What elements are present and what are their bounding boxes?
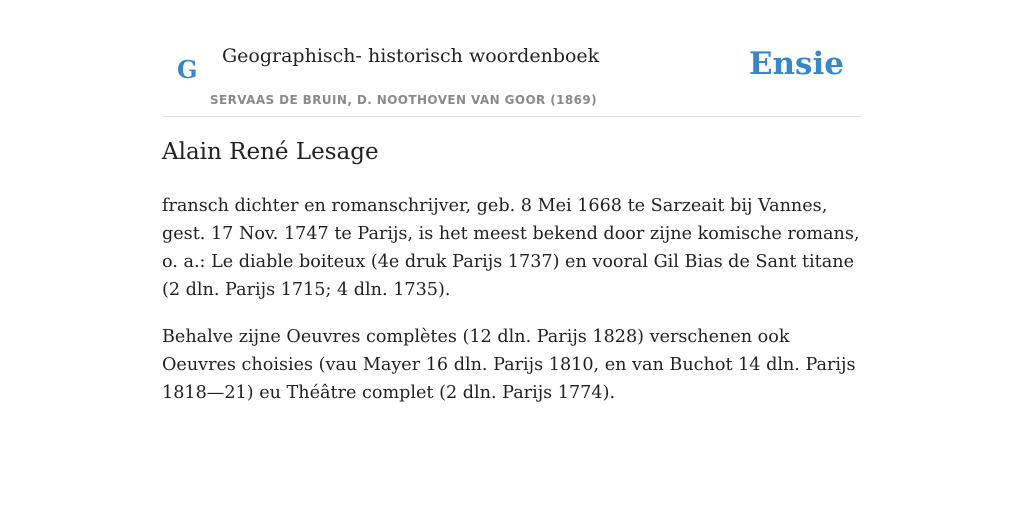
book-header bbox=[162, 0, 862, 117]
entry-body bbox=[162, 192, 862, 426]
book-letter-link[interactable]: G bbox=[177, 55, 198, 84]
book-title-link[interactable]: Geographisch- historisch woordenboek bbox=[222, 45, 600, 67]
page-container bbox=[162, 0, 862, 403]
entry-paragraph: fransch dichter en romanschrijver, geb. 8 Mei 1668 te Sarzeait bij Vannes, gest. 17 Nov. 1747 te Parijs, is het meest bekend door zijne komische romans, o. a.: Le diable boiteux (4e druk Parijs 1737) en vooral Gil Bias de Sant titane (2 dln. Parijs 1715; 4 dln. 1735). bbox=[162, 196, 860, 300]
entry-paragraph: Behalve zijne Oeuvres complètes (12 dln. Parijs 1828) verschenen ook Oeuvres choisies (vau Mayer 16 dln. Parijs 1810, en van Buchot 14 dln. Parijs 1818—21) eu Théâtre complet (2 dln. Parijs 1774). bbox=[162, 327, 856, 403]
entry-title: Alain René Lesage bbox=[162, 139, 379, 165]
ensie-logo-link[interactable]: Ensie bbox=[748, 46, 844, 82]
book-authors: SERVAAS DE BRUIN, D. NOOTHOVEN VAN GOOR (1869) bbox=[210, 93, 598, 107]
